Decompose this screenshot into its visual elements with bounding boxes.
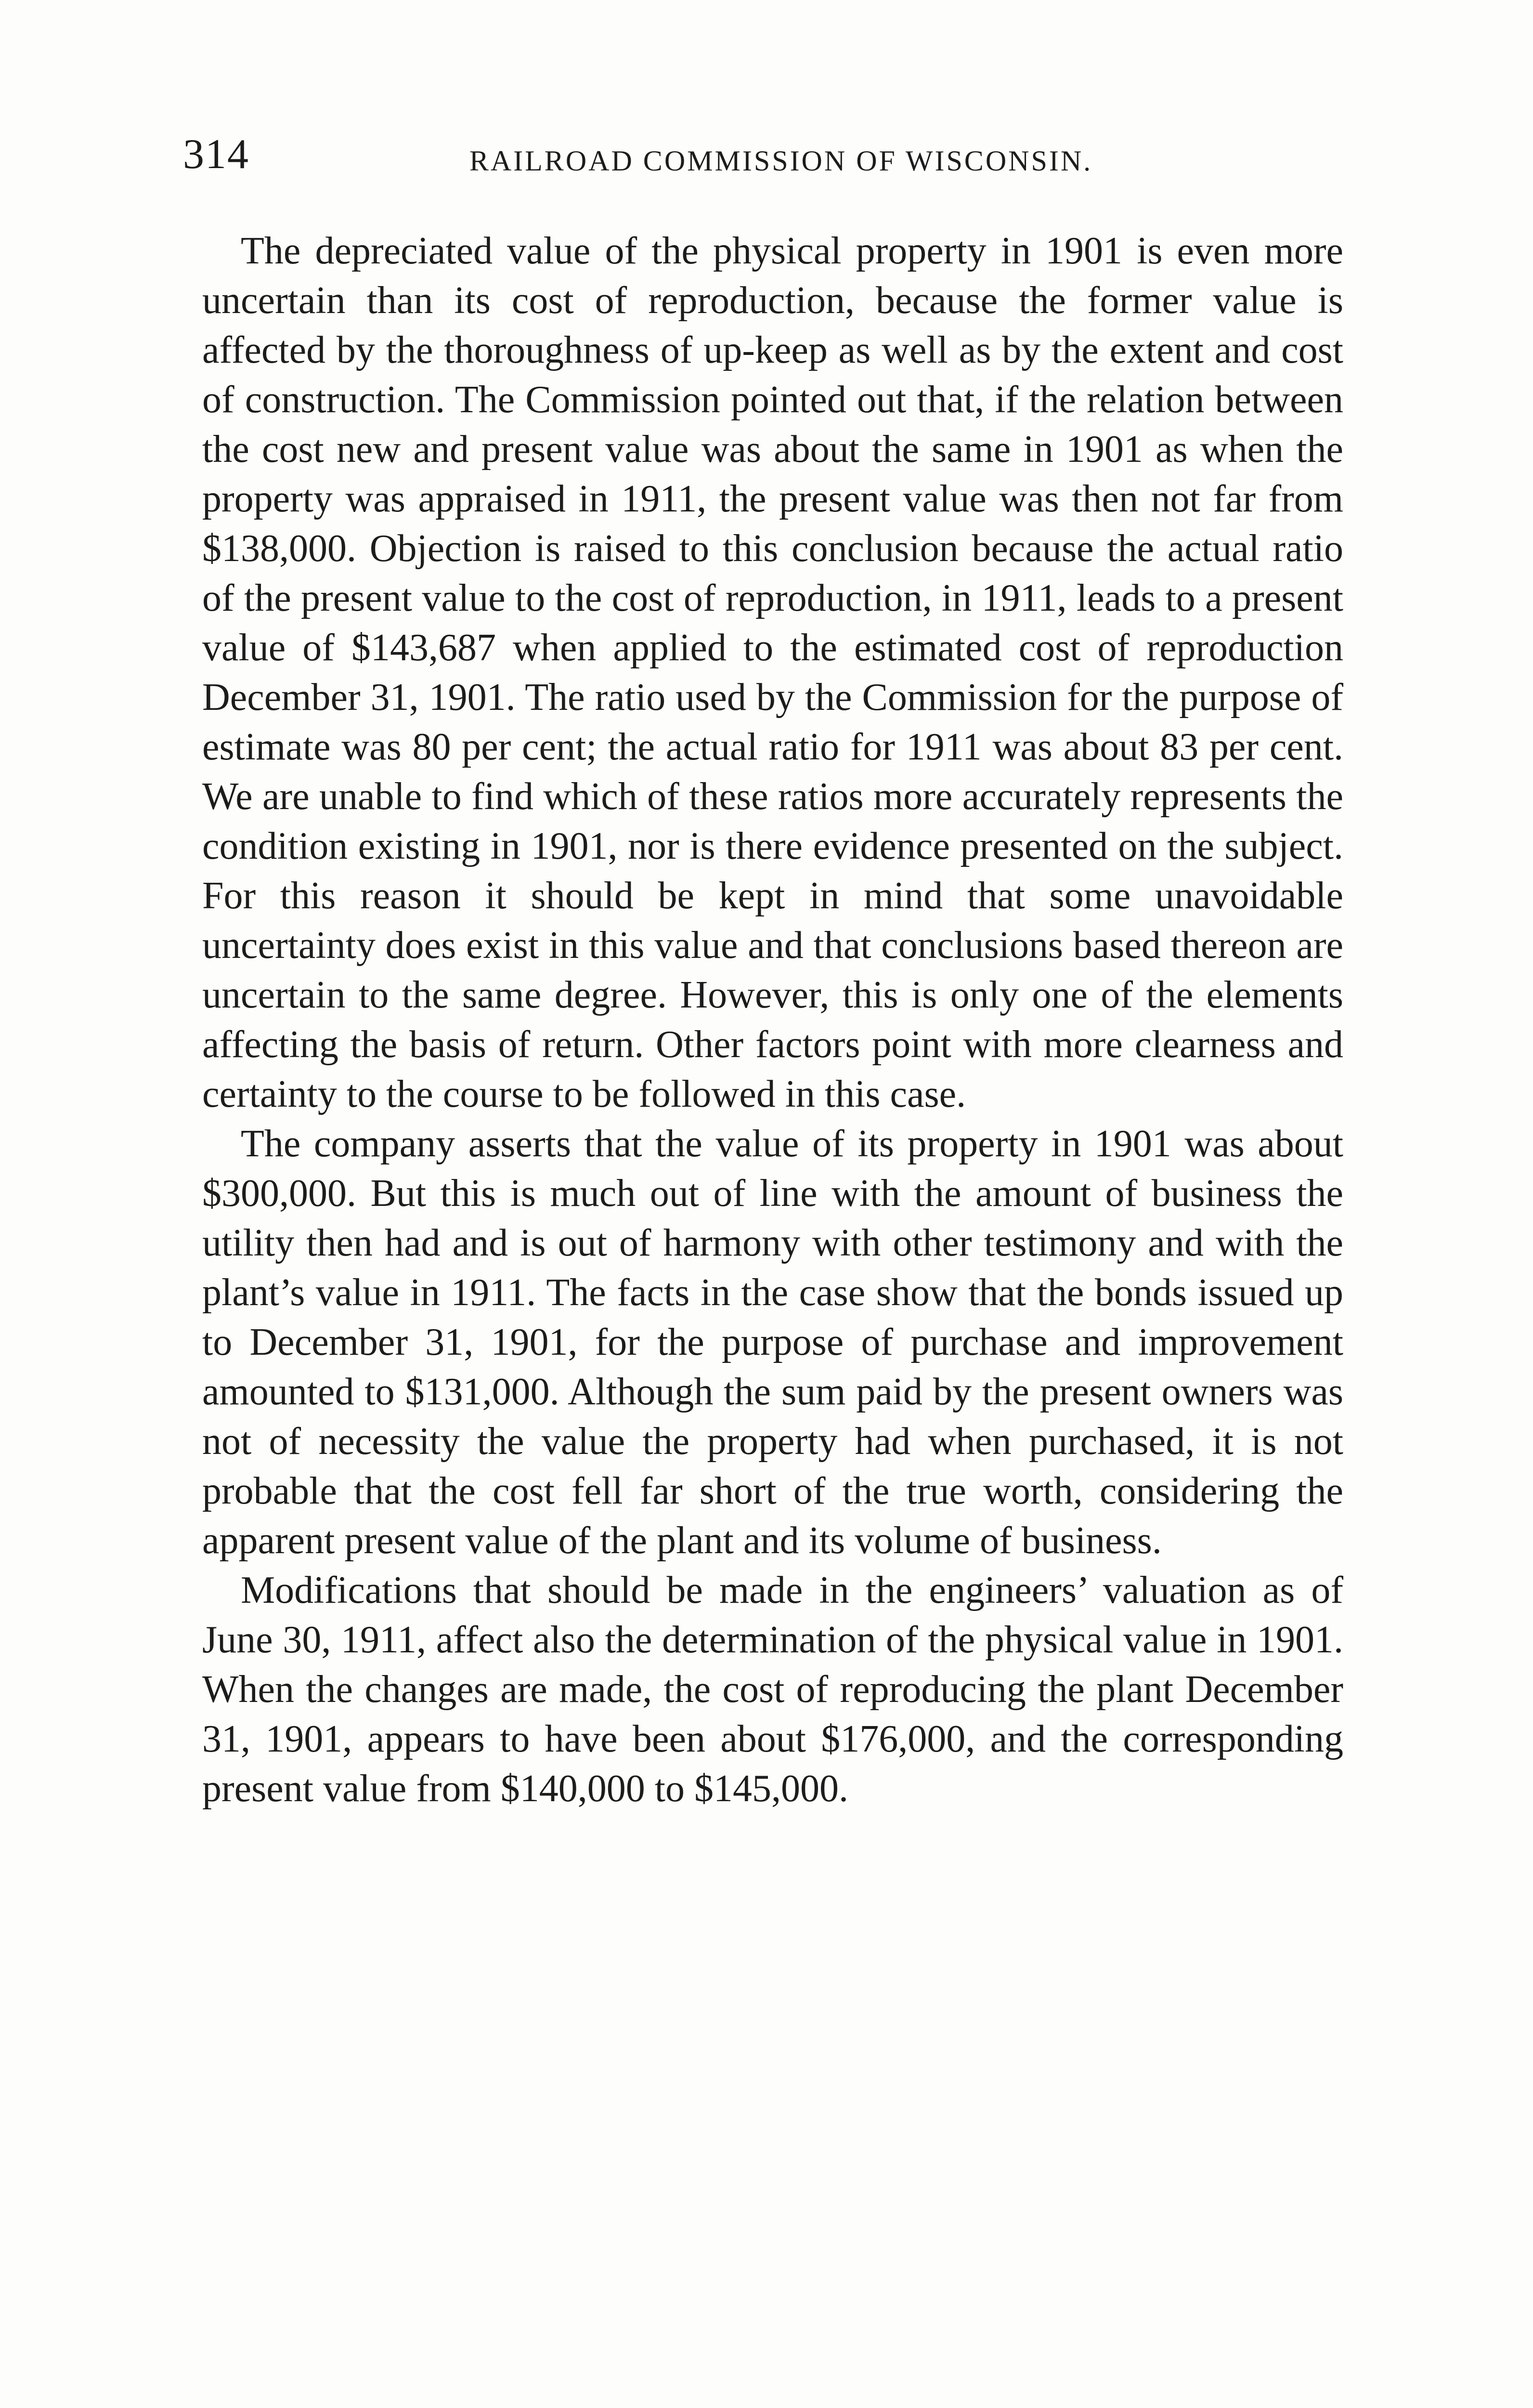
paragraph-company-assertion: The company asserts that the value of its property in 1901 was about $300,000. But this is much out of line with the amount of business the utility then had and is out of harmony with other testimony and with the plant’s value in 1911. The facts in the case show that the bonds issued up to December 31, 1901, for the purpose of purchase and improvement amounted to $131,000. Although the sum paid by the present owners was not of necessity the value the property had when purchased, it is not probable that the cost fell far short of the true worth, considering the apparent present value of the plant and its volume of business.: [202, 1123, 1343, 1562]
paragraph-modifications: Modifications that should be made in the engineers’ valuation as of June 30, 1911, affect also the determination of the physical value in 1901. When the changes are made, the cost of reproducing the plant December 31, 1901, appears to have been about $176,000, and the corresponding present value from $140,000 to $145,000.: [202, 1569, 1343, 1810]
page-number: 314: [183, 131, 249, 178]
running-head: RAILROAD COMMISSION OF WISCONSIN.: [469, 145, 1093, 177]
body-text: [202, 226, 1343, 1814]
paragraph-depreciated-value: The depreciated value of the physical property in 1901 is even more uncertain than its cost of reproduction, because the former value is affected by the thoroughness of up-keep as well as by the extent and cost of construction. The Commission pointed out that, if the relation between the cost new and present value was about the same in 1901 as when the property was appraised in 1911, the present value was then not far from $138,000. Objection is raised to this conclusion because the actual ratio of the present value to the cost of reproduction, in 1911, leads to a present value of $143,687 when applied to the estimated cost of reproduction December 31, 1901. The ratio used by the Commission for the purpose of estimate was 80 per cent; the actual ratio for 1911 was about 83 per cent. We are unable to find which of these ratios more accurately represents the condition existing in 1901, nor is there evidence presented on the subject. For this reason it should be kept in mind that some unavoidable uncertainty does exist in this value and that conclusions based thereon are uncertain to the same degree. However, this is only one of the elements affecting the basis of return. Other factors point with more clearness and certainty to the course to be followed in this case.: [202, 230, 1343, 1115]
